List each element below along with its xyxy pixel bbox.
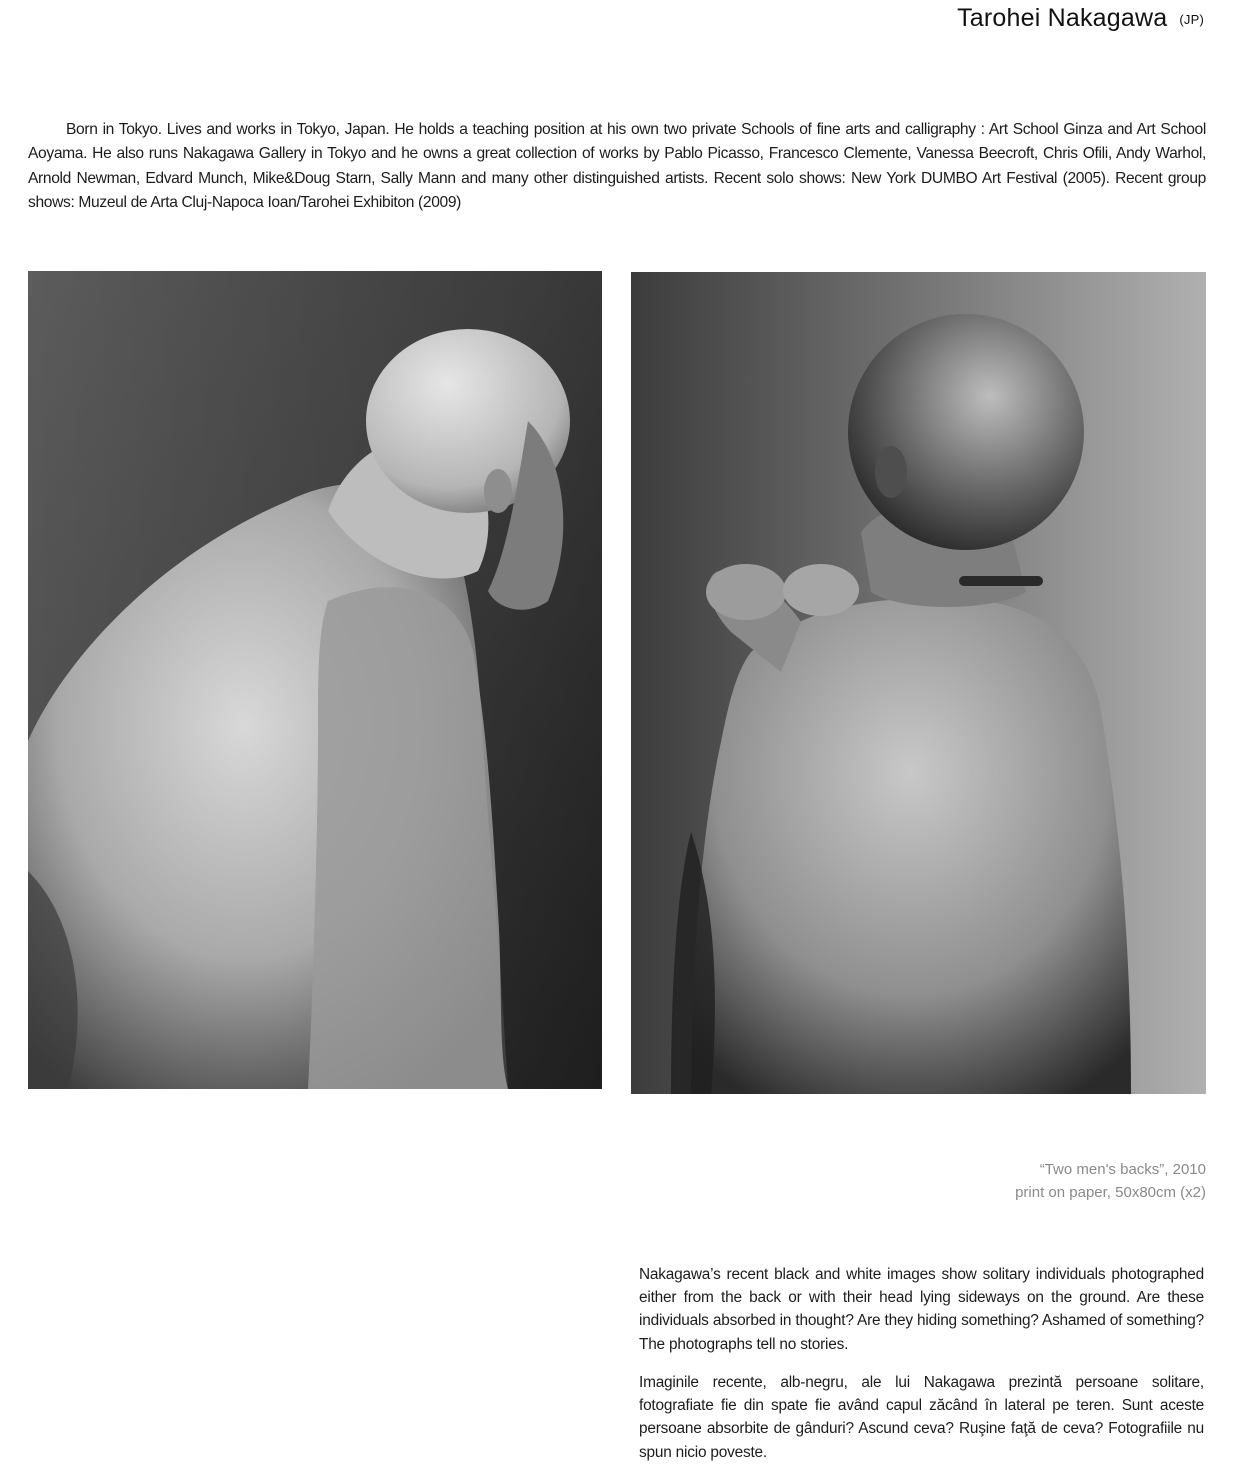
artist-name: Tarohei Nakagawa bbox=[957, 4, 1168, 32]
artwork-title: “Two men's backs”, 2010 bbox=[1039, 1161, 1206, 1178]
description-english: Nakagawa’s recent black and white images show solitary individuals photographed either from the back or with their head lying sideways on the ground. Are these individuals absorbed in thought? Are they hiding something? Ashamed of something? The photographs tell no stories. bbox=[639, 1266, 1204, 1353]
photo-right bbox=[631, 272, 1206, 1094]
description-romanian: Imaginile recente, alb-negru, ale lui Nakagawa prezintă persoane solitare, fotografiate fie din spate fie având capul zăcând în lateral pe teren. Sunt aceste persoane absorbite de gânduri? Ascund ceva? Ruşine faţă de ceva? Fotografiile nu spun nicio poveste. bbox=[639, 1374, 1204, 1461]
photo-left-image bbox=[28, 271, 602, 1089]
artwork-caption bbox=[1015, 1158, 1206, 1204]
artwork-details: print on paper, 50x80cm (x2) bbox=[1015, 1184, 1206, 1201]
photo-left bbox=[28, 271, 602, 1089]
artist-header bbox=[957, 4, 1204, 33]
artist-country: (JP) bbox=[1179, 12, 1204, 27]
artist-bio: Born in Tokyo. Lives and works in Tokyo, Japan. He holds a teaching position at his own two private Schools of fine arts and calligraphy : Art School Ginza and Art School Aoyama. He also runs Nakagawa Gallery in Tokyo and he owns a great collection of works by Pablo Picasso, Francesco Clemente, Vanessa Beecroft, Chris Ofili, Andy Warhol, Arnold Newman, Edvard Munch, Mike&Doug Starn, Sally Mann and many other distinguished artists. Recent solo shows: New York DUMBO Art Festival (2005). Recent group shows: Muzeul de Arta Cluj-Napoca Ioan/Tarohei Exhibiton (2009) bbox=[28, 120, 1206, 212]
photo-right-image bbox=[631, 272, 1206, 1094]
